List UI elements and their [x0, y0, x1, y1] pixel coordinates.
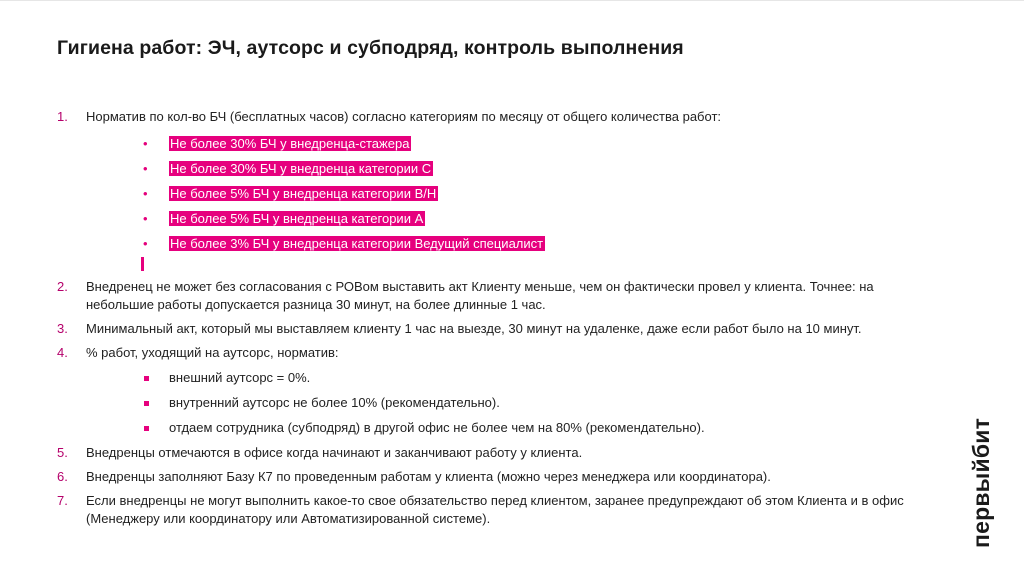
item-text: Внедренцы отмечаются в офисе когда начинают и заканчивают работу у клиента.: [86, 445, 583, 460]
item-number: 1.: [57, 109, 68, 124]
outsource-item: [143, 419, 937, 437]
norm-item: [143, 210, 937, 228]
item-text: Минимальный акт, который мы выставляем клиенту 1 час на выезде, 30 минут на удаленке, даже если работ было на 10 минут.: [86, 321, 862, 336]
logo-text-part1: первый: [968, 458, 994, 548]
outsource-text: внешний аутсорс = 0%.: [169, 370, 311, 385]
item-text: Норматив по кол-во БЧ (бесплатных часов) согласно категориям по месяцу от общего количества работ:: [86, 109, 722, 124]
logo-text-part2: бит: [968, 417, 994, 459]
outsource-item: [143, 394, 937, 412]
item-text: Внедренцы заполняют Базу К7 по проведенным работам у клиента (можно через менеджера или координатора).: [86, 469, 771, 484]
bullet-icon: •: [143, 186, 148, 201]
bullet-icon: •: [143, 161, 148, 176]
norm-item: [143, 235, 937, 253]
content-list: [57, 108, 937, 528]
outsource-text: отдаем сотрудника (субподряд) в другой офис не более чем на 80% (рекомендательно).: [169, 420, 705, 435]
norm-item: [143, 135, 937, 153]
square-bullet-icon: [144, 401, 149, 406]
norm-text: Не более 3% БЧ у внедренца категории Ведущий специалист: [170, 236, 544, 251]
square-bullet-icon: [144, 426, 149, 431]
item-number: 6.: [57, 469, 68, 484]
item-number: 7.: [57, 493, 68, 508]
list-item-2: [57, 278, 937, 314]
bullet-icon: •: [143, 236, 148, 251]
norm-text: Не более 30% БЧ у внедренца категории С: [170, 161, 432, 176]
text-cursor-marker: [141, 257, 144, 271]
list-item-3: [57, 320, 937, 338]
norm-item: [143, 160, 937, 178]
norm-text: Не более 5% БЧ у внедренца категории В/Н: [170, 186, 437, 201]
norm-text: Не более 30% БЧ у внедренца-стажера: [170, 136, 410, 151]
company-logo: [968, 418, 995, 548]
top-divider: [0, 0, 1024, 1]
bullet-icon: •: [143, 211, 148, 226]
item-number: 5.: [57, 445, 68, 460]
item-number: 3.: [57, 321, 68, 336]
item-number: 2.: [57, 279, 68, 294]
outsource-text: внутренний аутсорс не более 10% (рекомендательно).: [169, 395, 500, 410]
list-item-6: [57, 468, 937, 486]
item-text: Если внедренцы не могут выполнить какое-то свое обязательство перед клиентом, заранее предупреждают об этом Клиента и в офис (Менеджеру или координатору или Автоматизированной системе).: [86, 493, 904, 526]
outsource-item: [143, 369, 937, 387]
list-item-5: [57, 444, 937, 462]
list-item-4: [57, 344, 937, 362]
list-item-7: [57, 492, 937, 528]
norm-text: Не более 5% БЧ у внедренца категории А: [170, 211, 424, 226]
square-bullet-icon: [144, 376, 149, 381]
norm-item: [143, 185, 937, 203]
list-item-1: [57, 108, 937, 126]
item-number: 4.: [57, 345, 68, 360]
item-text: % работ, уходящий на аутсорс, норматив:: [86, 345, 339, 360]
bullet-icon: •: [143, 136, 148, 151]
item-text: Внедренец не может без согласования с РОВом выставить акт Клиенту меньше, чем он фактически провел у клиента. Точнее: на небольшие работы допускается разница 30 минут, на более длинные 1 час.: [86, 279, 874, 312]
slide-title: Гигиена работ: ЭЧ, аутсорс и субподряд, контроль выполнения: [57, 37, 684, 59]
